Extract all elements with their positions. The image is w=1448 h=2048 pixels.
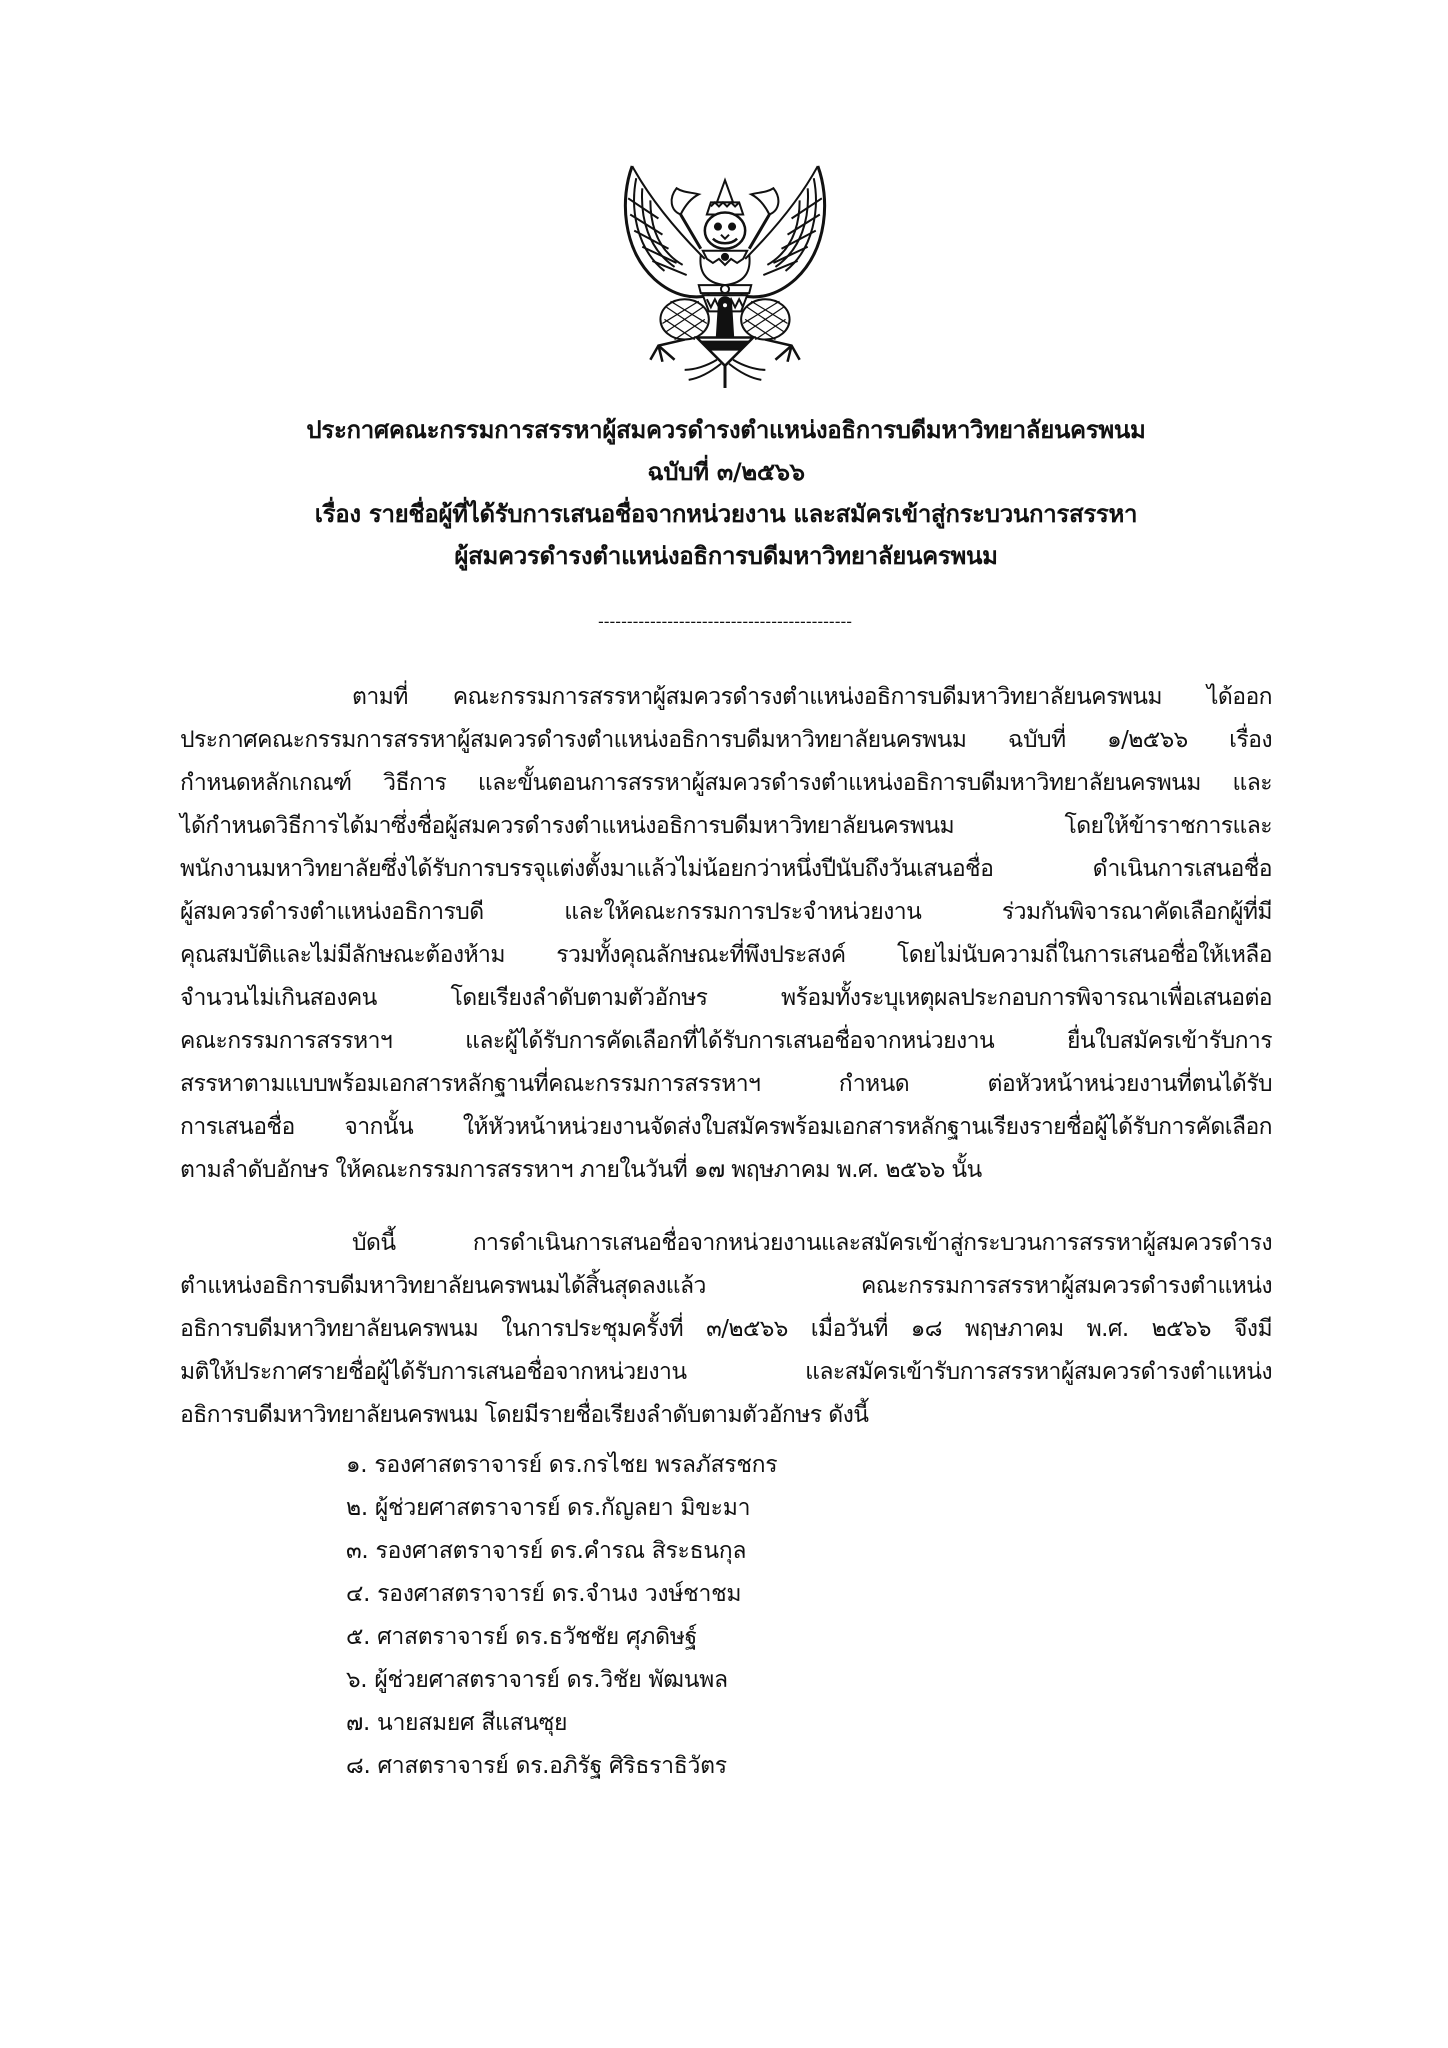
paragraph-1-line: ผู้สมควรดำรงตำแหน่งอธิการบดี และให้คณะกรรมการประจำหน่วยงาน ร่วมกันพิจารณาคัดเลือกผู้ที่มี (180, 899, 1272, 925)
paragraph-1-line: สรรหาตามแบบพร้อมเอกสารหลักฐานที่คณะกรรมการสรรหาฯ กำหนด ต่อหัวหน้าหน่วยงานที่ตนได้รับ (180, 1071, 1272, 1097)
paragraph-1-line: ได้กำหนดวิธีการได้มาซึ่งชื่อผู้สมควรดำรงตำแหน่งอธิการบดีมหาวิทยาลัยนครพนม โดยให้ข้าราชการและ (180, 813, 1272, 839)
announcement-header (180, 410, 1272, 630)
paragraph-1-line: การเสนอชื่อ จากนั้น ให้หัวหน้าหน่วยงานจัดส่งใบสมัครพร้อมเอกสารหลักฐานเรียงรายชื่อผู้ได้รับการคัดเลือก (180, 1114, 1272, 1140)
paragraph-1-line: ตามที่ คณะกรรมการสรรหาผู้สมควรดำรงตำแหน่งอธิการบดีมหาวิทยาลัยนครพนม ได้ออก (352, 684, 1272, 710)
paragraph-1-line: กำหนดหลักเกณฑ์ วิธีการ และขั้นตอนการสรรหาผู้สมควรดำรงตำแหน่งอธิการบดีมหาวิทยาลัยนครพนม และ (180, 770, 1272, 796)
paragraph-2-line: บัดนี้ การดำเนินการเสนอชื่อจากหน่วยงานและสมัครเข้าสู่กระบวนการสรรหาผู้สมควรดำรง (352, 1230, 1272, 1256)
header-separator: -------------------------------------------- (597, 612, 853, 631)
paragraph-1-line: จำนวนไม่เกินสองคน โดยเรียงลำดับตามตัวอักษร พร้อมทั้งระบุเหตุผลประกอบการพิจารณาเพื่อเสนอต่อ (180, 985, 1272, 1011)
candidate-list-item: ๒. ผู้ช่วยศาสตราจารย์ ดร.กัญลยา มิขะมา (346, 1495, 751, 1521)
announcement-subject-line-1: เรื่อง รายชื่อผู้ที่ได้รับการเสนอชื่อจากหน่วยงาน และสมัครเข้าสู่กระบวนการสรรหา (314, 500, 1138, 528)
candidate-list-item: ๑. รองศาสตราจารย์ ดร.กรไชย พรลภัสรชกร (346, 1452, 778, 1478)
paragraph-1-line: คณะกรรมการสรรหาฯ และผู้ได้รับการคัดเลือกที่ได้รับการเสนอชื่อจากหน่วยงาน ยื่นใบสมัครเข้ารับการ (180, 1028, 1272, 1054)
paragraph-2-line: อธิการบดีมหาวิทยาลัยนครพนม โดยมีรายชื่อเรียงลำดับตามตัวอักษร ดังนี้ (180, 1402, 869, 1428)
paragraph-1-line: ประกาศคณะกรรมการสรรหาผู้สมควรดำรงตำแหน่งอธิการบดีมหาวิทยาลัยนครพนม ฉบับที่ ๑/๒๕๖๖ เรื่อง (180, 727, 1272, 753)
candidate-list-item: ๗. นายสมยศ สีแสนซุย (346, 1710, 568, 1736)
paragraph-1-line: คุณสมบัติและไม่มีลักษณะต้องห้าม รวมทั้งคุณลักษณะที่พึงประสงค์ โดยไม่นับความถี่ในการเสนอชื่อให้เหลือ (180, 942, 1272, 968)
candidate-list-item: ๔. รองศาสตราจารย์ ดร.จำนง วงษ์ชาชม (346, 1581, 742, 1607)
candidate-list-item: ๖. ผู้ช่วยศาสตราจารย์ ดร.วิชัย พัฒนพล (346, 1667, 728, 1693)
paragraph-2-line: อธิการบดีมหาวิทยาลัยนครพนม ในการประชุมครั้งที่ ๓/๒๕๖๖ เมื่อวันที่ ๑๘ พฤษภาคม พ.ศ. ๒๕๖๖ จึงมี (180, 1316, 1272, 1342)
candidate-list-item: ๓. รองศาสตราจารย์ ดร.คำรณ สิระธนกุล (346, 1538, 747, 1564)
paragraph-2-line: มติให้ประกาศรายชื่อผู้ได้รับการเสนอชื่อจากหน่วยงาน และสมัครเข้ารับการสรรหาผู้สมควรดำรงตำแหน่ง (180, 1359, 1272, 1385)
garuda-emblem-icon (614, 158, 836, 390)
announcement-issue-number: ฉบับที่ ๓/๒๕๖๖ (647, 458, 805, 486)
announcement-subject-line-2: ผู้สมควรดำรงตำแหน่งอธิการบดีมหาวิทยาลัยนครพนม (454, 542, 998, 570)
paragraph-2-line: ตำแหน่งอธิการบดีมหาวิทยาลัยนครพนมได้สิ้นสุดลงแล้ว คณะกรรมการสรรหาผู้สมควรดำรงตำแหน่ง (180, 1273, 1272, 1299)
paragraph-1-line: ตามลำดับอักษร ให้คณะกรรมการสรรหาฯ ภายในวันที่ ๑๗ พฤษภาคม พ.ศ. ๒๕๖๖ นั้น (180, 1157, 982, 1183)
candidate-list-item: ๕. ศาสตราจารย์ ดร.ธวัชชัย ศุภดิษฐ์ (346, 1624, 698, 1650)
announcement-title: ประกาศคณะกรรมการสรรหาผู้สมควรดำรงตำแหน่งอธิการบดีมหาวิทยาลัยนครพนม (306, 416, 1146, 444)
candidate-list-item: ๘. ศาสตราจารย์ ดร.อภิรัฐ ศิริธราธิวัตร (346, 1753, 727, 1779)
paragraph-1-line: พนักงานมหาวิทยาลัยซึ่งได้รับการบรรจุแต่งตั้งมาแล้วไม่น้อยกว่าหนึ่งปีนับถึงวันเสนอชื่อ ดำเนินการเสนอชื่อ (180, 856, 1272, 882)
